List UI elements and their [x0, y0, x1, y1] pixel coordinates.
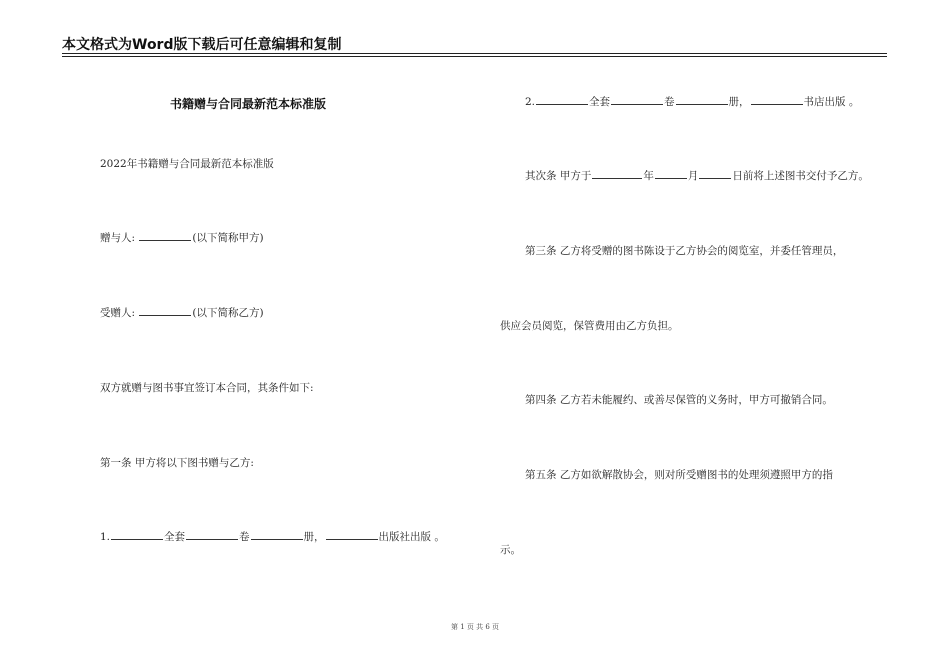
- clause2-year: 年: [643, 170, 654, 182]
- item2-line: [525, 94, 859, 109]
- clause2-month: 月: [687, 170, 699, 182]
- donor-line: [100, 230, 264, 245]
- item2-book: 册，: [728, 96, 750, 108]
- item2-blank-set: [611, 94, 663, 105]
- donor-blank: [139, 230, 191, 241]
- header-rule: [62, 53, 887, 54]
- clause4-line: 第四条 乙方若未能履约、或善尽保管的义务时，甲方可撤销合同。: [525, 394, 833, 406]
- item1-vol: 卷: [239, 531, 250, 543]
- agreement-line: 双方就赠与图书事宜签订本合同，其条件如下:: [100, 382, 314, 394]
- clause5-line1: 第五条 乙方如欲解散协会，则对所受赠图书的处理须遵照甲方的指: [525, 469, 833, 481]
- donee-line: [100, 305, 264, 320]
- donor-suffix: (以下简称甲方): [192, 232, 264, 244]
- page-title: 书籍赠与合同最新范本标准版: [170, 97, 327, 111]
- item2-vol: 卷: [664, 96, 675, 108]
- item1-num: 1.: [100, 531, 111, 543]
- item2-blank-vol: [676, 94, 728, 105]
- donee-blank: [139, 305, 191, 316]
- item2-num: 2.: [525, 96, 536, 108]
- donee-suffix: (以下简称乙方): [192, 307, 264, 319]
- item2-press: 书店出版 。: [803, 96, 860, 108]
- item1-set: 全套: [164, 531, 186, 543]
- document-header: 本文格式为Word版下载后可任意编辑和复制: [62, 37, 342, 53]
- item2-set: 全套: [589, 96, 611, 108]
- donor-label: 赠与人:: [100, 232, 136, 244]
- clause2-blank-month: [655, 168, 687, 179]
- clause2-text-b: 日前将上述图书交付予乙方。: [732, 170, 869, 182]
- item1-blank-title: [111, 529, 163, 540]
- header-rule-second: [62, 56, 887, 57]
- clause2-text-a: 其次条 甲方于: [525, 170, 592, 182]
- item1-blank-press: [326, 529, 378, 540]
- donee-label: 受赠人:: [100, 307, 136, 319]
- clause2-line: [525, 168, 869, 183]
- clause1-line: 第一条 甲方将以下图书赠与乙方:: [100, 457, 254, 469]
- clause2-blank-day: [699, 168, 731, 179]
- clause3-line2: 供应会员阅览，保管费用由乙方负担。: [500, 320, 679, 332]
- item2-blank-store: [751, 94, 803, 105]
- intro-line: 2022年书籍赠与合同最新范本标准版: [100, 158, 274, 170]
- item1-book: 册，: [303, 531, 325, 543]
- item1-press: 出版社出版 。: [378, 531, 445, 543]
- item1-blank-set: [186, 529, 238, 540]
- page-number: 第 1 页 共 6 页: [450, 623, 500, 631]
- clause2-blank-year: [592, 168, 642, 179]
- item1-blank-vol: [251, 529, 303, 540]
- clause3-line1: 第三条 乙方将受赠的图书陈设于乙方协会的阅览室，并委任管理员，: [525, 245, 844, 257]
- item1-line: [100, 529, 445, 544]
- clause5-line2: 示。: [500, 544, 521, 556]
- item2-blank-title: [536, 94, 588, 105]
